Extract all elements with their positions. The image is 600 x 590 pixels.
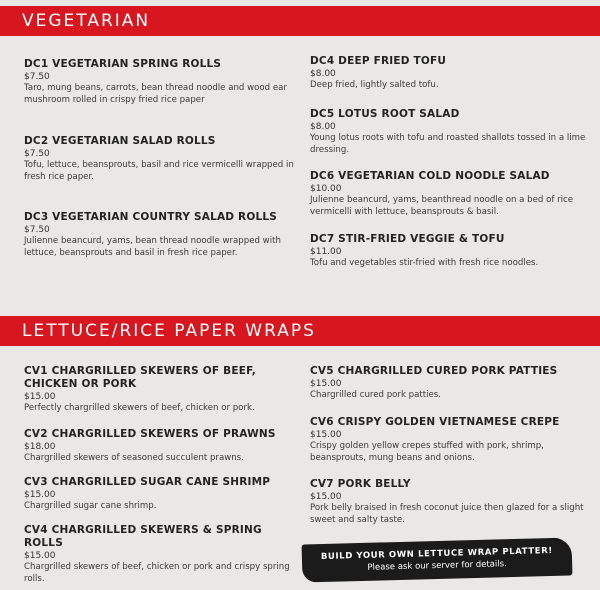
menu-item-dc4 [310,55,590,92]
promo-subtext: Please ask our server for details. [367,559,507,573]
item-price: $7.50 [24,72,50,82]
item-description: Crispy golden yellow crepes stuffed with pork, shrimp, beansprouts, mung beans and onions. [310,441,544,463]
item-name: CV7 PORK BELLY [310,478,411,490]
menu-item-dc3 [24,211,294,259]
item-price: $15.00 [24,392,56,402]
item-price: $15.00 [24,551,56,561]
menu-item-dc7 [310,233,590,270]
menu-item-cv6 [310,416,590,464]
item-description: Taro, mung beans, carrots, bean thread noodle and wood ear mushroom rolled in crispy fried rice paper [24,83,287,105]
item-name: DC5 LOTUS ROOT SALAD [310,108,460,120]
menu-item-cv2 [24,428,294,465]
menu-item-dc1 [24,58,294,106]
item-price: $15.00 [310,492,342,502]
section-header-wraps: LETTUCE/RICE PAPER WRAPS [0,316,600,346]
item-name: DC1 VEGETARIAN SPRING ROLLS [24,58,222,70]
item-description: Pork belly braised in fresh coconut juice then glazed for a slight sweet and salty taste. [310,503,584,525]
menu-item-cv5 [310,365,590,402]
item-name: DC4 DEEP FRIED TOFU [310,55,447,67]
item-description: Deep fried, lightly salted tofu. [310,80,439,90]
menu-item-cv1 [24,365,264,415]
item-description: Young lotus roots with tofu and roasted shallots tossed in a lime dressing. [310,133,586,155]
item-description: Chargrilled cured pork patties. [310,390,442,400]
item-description: Tofu and vegetables stir-fried with fresh rice noodles. [310,258,539,268]
menu-item-cv7 [310,478,590,526]
item-name: CV5 CHARGRILLED CURED PORK PATTIES [310,365,558,377]
item-description: Chargrilled skewers of seasoned succulent prawns. [24,453,244,463]
item-name: CV1 CHARGRILLED SKEWERS OF BEEF, CHICKEN OR PORK [24,365,256,390]
item-description: Tofu, lettuce, beansprouts, basil and rice vermicelli wrapped in fresh rice paper. [24,160,294,182]
item-price: $7.50 [24,149,50,159]
item-name: DC6 VEGETARIAN COLD NOODLE SALAD [310,170,550,182]
menu-item-dc6 [310,170,590,218]
item-name: CV4 CHARGRILLED SKEWERS & SPRING ROLLS [24,524,262,549]
item-description: Julienne beancurd, yams, bean thread noodle wrapped with lettuce, beansprouts and basil in fresh rice paper. [24,236,281,258]
item-name: DC3 VEGETARIAN COUNTRY SALAD ROLLS [24,211,278,223]
item-price: $18.00 [24,442,56,452]
section-header-vegetarian: VEGETARIAN [0,6,600,36]
item-name: CV6 CRISPY GOLDEN VIETNAMESE CREPE [310,416,560,428]
item-price: $8.00 [310,69,336,79]
item-name: CV2 CHARGRILLED SKEWERS OF PRAWNS [24,428,276,440]
item-name: DC2 VEGETARIAN SALAD ROLLS [24,135,216,147]
item-name: CV3 CHARGRILLED SUGAR CANE SHRIMP [24,476,271,488]
menu-item-dc5 [310,108,590,156]
menu-item-cv4 [24,524,294,585]
item-price: $11.00 [310,247,342,257]
item-price: $15.00 [310,430,342,440]
item-price: $7.50 [24,225,50,235]
item-name: DC7 STIR-FRIED VEGGIE & TOFU [310,233,505,245]
promo-banner [302,537,573,582]
promo-headline: BUILD YOUR OWN LETTUCE WRAP PLATTER! [320,545,553,563]
menu-item-dc2 [24,135,294,183]
menu-item-cv3 [24,476,294,513]
item-price: $15.00 [24,490,56,500]
item-price: $8.00 [310,122,336,132]
item-price: $10.00 [310,184,342,194]
item-description: Julienne beancurd, yams, beanthread noodle on a bed of rice vermicelli with lettuce, beansprouts & basil. [310,195,574,217]
item-description: Chargrilled sugar cane shrimp. [24,501,157,511]
item-description: Perfectly chargrilled skewers of beef, chicken or pork. [24,403,255,413]
item-description: Chargrilled skewers of beef, chicken or pork and crispy spring rolls. [24,562,290,584]
item-price: $15.00 [310,379,342,389]
